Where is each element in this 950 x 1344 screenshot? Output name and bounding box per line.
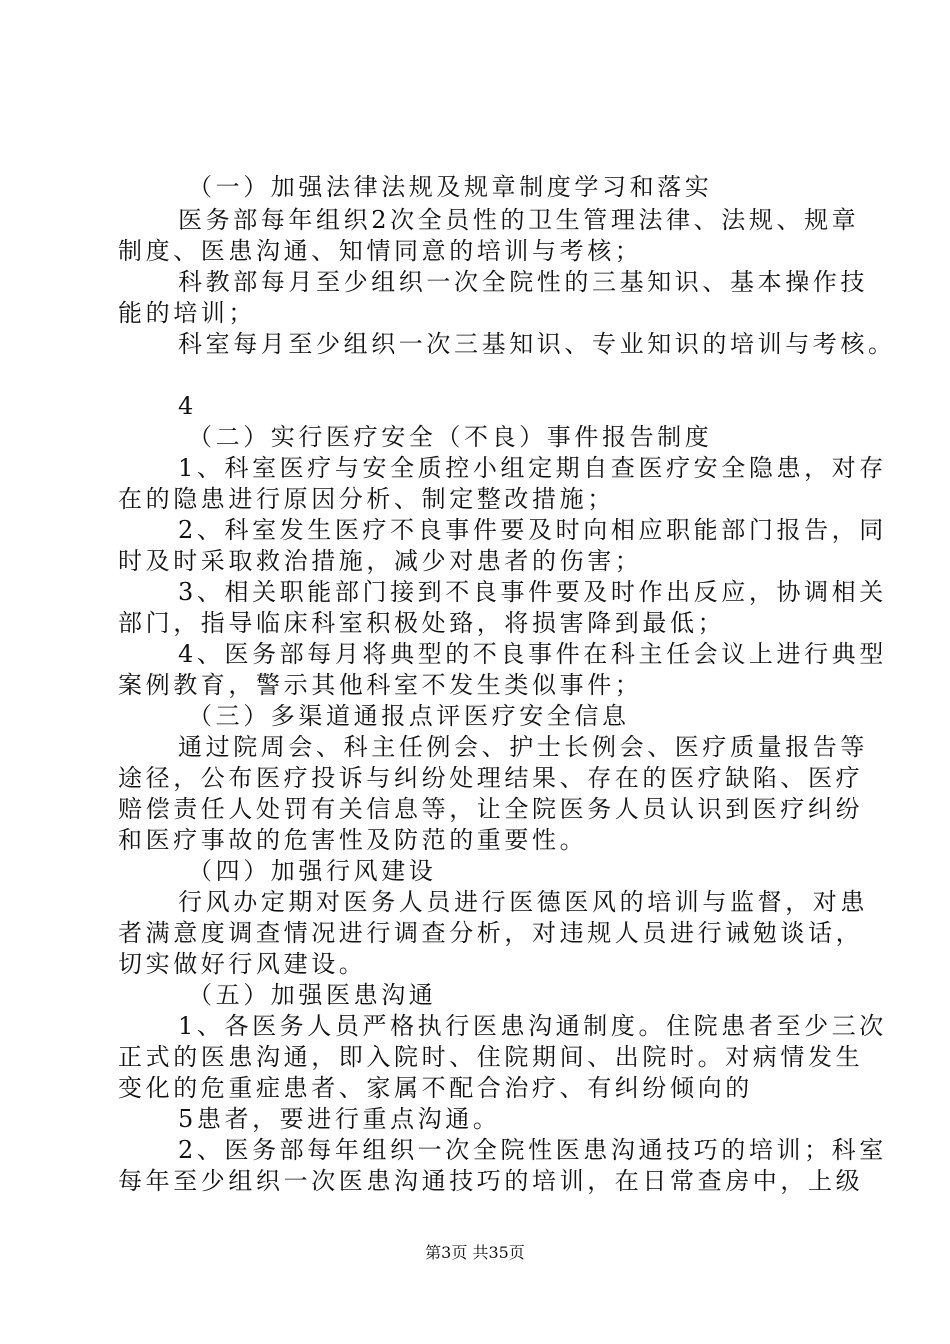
- paragraph-line: 通过院周会、科主任例会、护士长例会、医疗质量报告等: [178, 733, 868, 761]
- page-break-number: 4: [178, 392, 197, 420]
- paragraph-line: 2、科室发生医疗不良事件要及时向相应职能部门报告，同: [178, 516, 887, 544]
- paragraph-line: 每年至少组织一次医患沟通技巧的培训，在日常查房中，上级: [118, 1167, 864, 1195]
- paragraph-line: 4、医务部每月将典型的不良事件在科主任会议上进行典型: [178, 640, 887, 668]
- paragraph-line: 部门，指导临床科室积极处臵，将损害降到最低；: [118, 609, 726, 637]
- paragraph-line: 在的隐患进行原因分析、制定整改措施；: [118, 485, 615, 513]
- paragraph-line: 1、科室医疗与安全质控小组定期自查医疗安全隐患，对存: [178, 454, 887, 482]
- section-heading-5: （五）加强医患沟通: [188, 981, 437, 1009]
- paragraph-line: 科室每月至少组织一次三基知识、专业知识的培训与考核。: [178, 330, 896, 358]
- paragraph-line: 制度、医患沟通、知情同意的培训与考核；: [118, 237, 643, 265]
- page-footer: 第3页 共35页: [425, 1243, 525, 1262]
- paragraph-line: 行风办定期对医务人员进行医德医风的培训与监督，对患: [178, 888, 868, 916]
- paragraph-line: 和医疗事故的危害性及防范的重要性。: [118, 826, 588, 854]
- paragraph-line: 切实做好行风建设。: [118, 950, 367, 978]
- paragraph-line: 5患者，要进行重点沟通。: [178, 1105, 501, 1133]
- paragraph-line: 2、医务部每年组织一次全院性医患沟通技巧的培训；科室: [178, 1136, 887, 1164]
- paragraph-line: 能的培训；: [118, 299, 256, 327]
- paragraph-line: 时及时采取救治措施，减少对患者的伤害；: [118, 547, 643, 575]
- section-heading-2: （二）实行医疗安全（不良）事件报告制度: [188, 423, 713, 451]
- paragraph-line: 案例教育，警示其他科室不发生类似事件；: [118, 671, 643, 699]
- paragraph-line: 途径，公布医疗投诉与纠纷处理结果、存在的医疗缺陷、医疗: [118, 764, 864, 792]
- section-heading-3: （三）多渠道通报点评医疗安全信息: [188, 702, 630, 730]
- paragraph-line: 3、相关职能部门接到不良事件要及时作出反应，协调相关: [178, 578, 887, 606]
- section-heading-4: （四）加强行风建设: [188, 857, 437, 885]
- section-heading-1: （一）加强法律法规及规章制度学习和落实: [188, 173, 713, 201]
- paragraph-line: 者满意度调查情况进行调查分析，对违规人员进行诫勉谈话，: [118, 919, 864, 947]
- paragraph-line: 赔偿责任人处罚有关信息等，让全院医务人员认识到医疗纠纷: [118, 795, 864, 823]
- paragraph-line: 科教部每月至少组织一次全院性的三基知识、基本操作技: [178, 268, 868, 296]
- paragraph-line: 医务部每年组织2次全员性的卫生管理法律、法规、规章: [178, 206, 860, 234]
- paragraph-line: 1、各医务人员严格执行医患沟通制度。住院患者至少三次: [178, 1012, 887, 1040]
- paragraph-line: 变化的危重症患者、家属不配合治疗、有纠纷倾向的: [118, 1074, 753, 1102]
- paragraph-line: 正式的医患沟通，即入院时、住院期间、出院时。对病情发生: [118, 1043, 864, 1071]
